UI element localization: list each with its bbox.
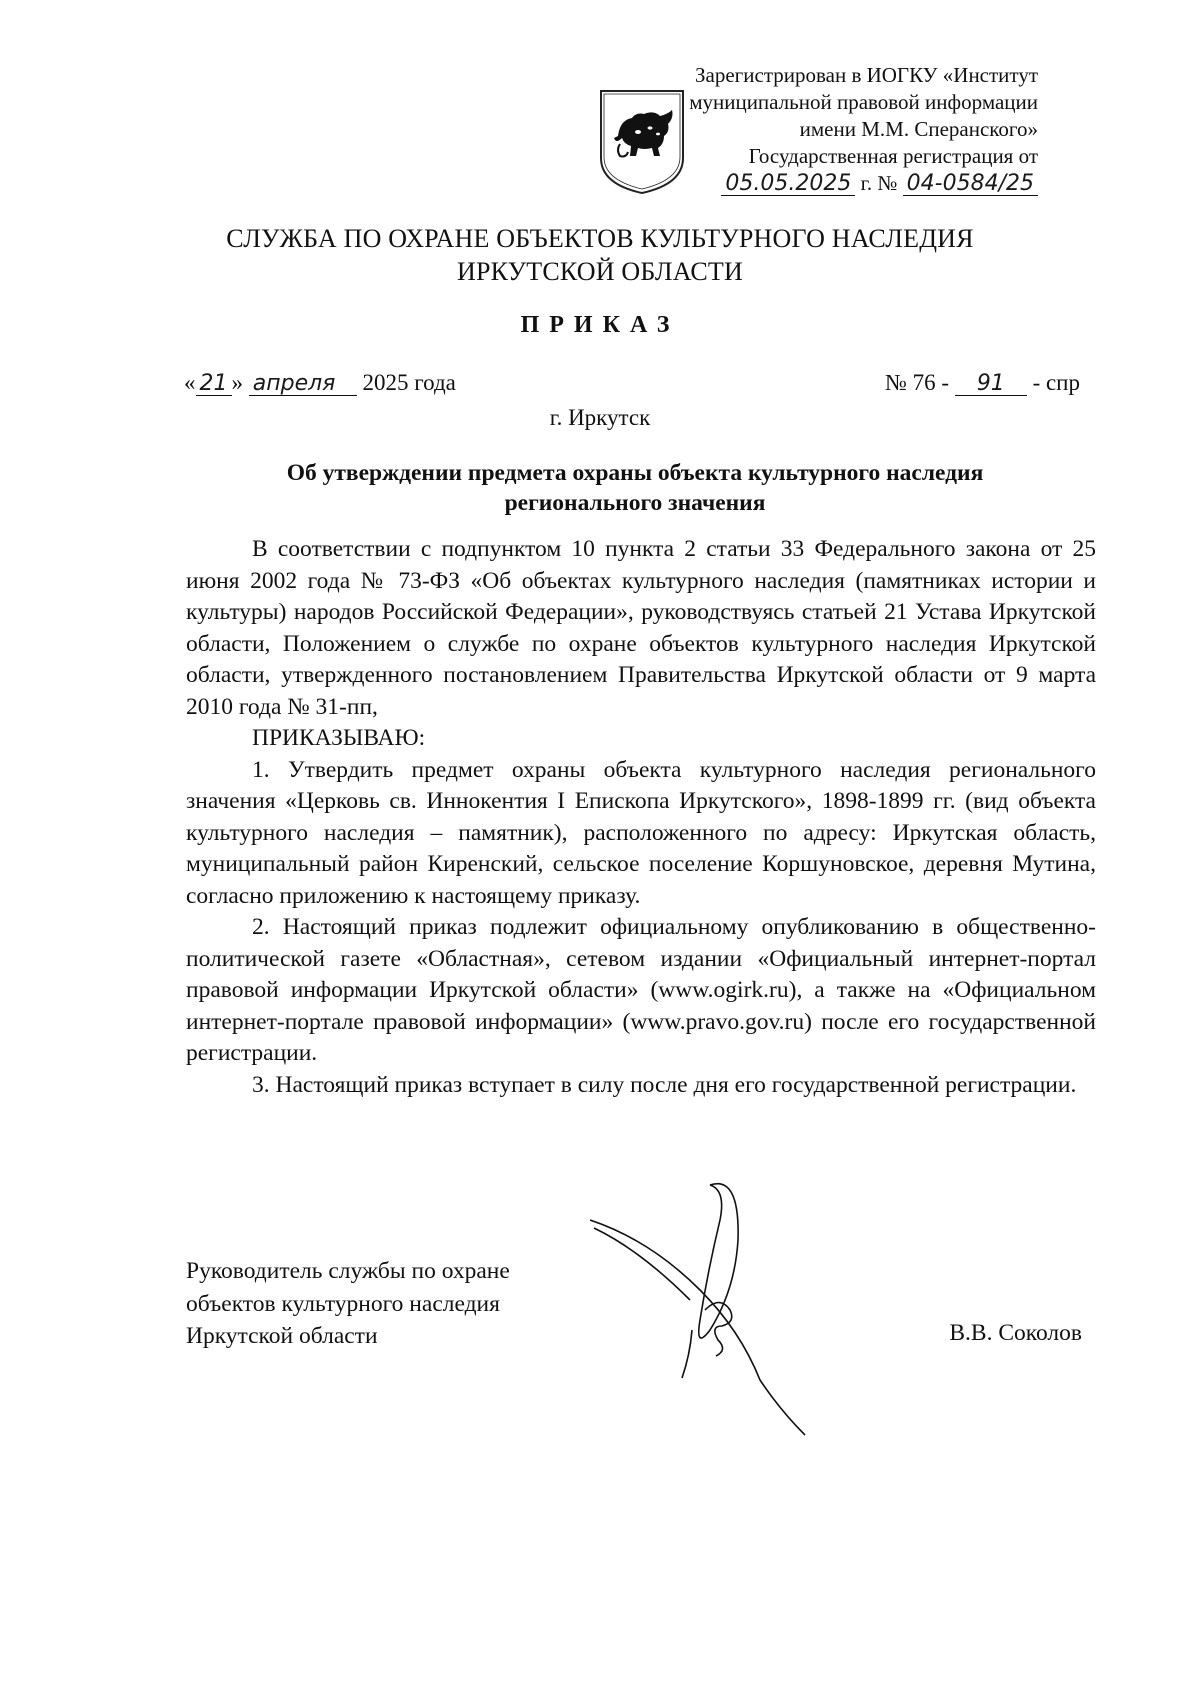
registration-date: 05.05.2025 [721, 173, 855, 196]
handwritten-signature [590, 1180, 880, 1440]
order-item: 1. Утвердить предмет охраны объекта культурного наследия регионального значения «Церковь св. Иннокентия I Епископа Иркутского», 1898-1899 гг. (вид объекта культурного наследия – памятник), расположенного по адресу: Иркутская область, муниципальный район Киренский, сельское поселение Коршуновское, деревня Мутина, согласно приложению к настоящему приказу. [186, 756, 1096, 909]
registration-number: 04-0584/25 [903, 173, 1038, 196]
position-line: Руководитель службы по охране [186, 1258, 510, 1284]
signatory-position [186, 1255, 510, 1353]
order-item: 3. Настоящий приказ вступает в силу после дня его государственной регистрации. [252, 1071, 1077, 1098]
organization-line: СЛУЖБА ПО ОХРАНЕ ОБЪЕКТОВ КУЛЬТУРНОГО НАСЛЕДИЯ [226, 224, 974, 253]
registration-number-label: г. № [860, 171, 898, 195]
quote-close: » [231, 370, 243, 395]
document-type: ПРИКАЗ [520, 312, 680, 338]
registration-line: муниципальной правовой информации [689, 90, 1038, 114]
order-subject [200, 458, 1070, 518]
position-line: объектов культурного наследия [186, 1290, 500, 1317]
order-day: 21 [196, 373, 232, 396]
signatory-name: В.В. Соколов [949, 1320, 1082, 1346]
position-line: Иркутской области [186, 1323, 378, 1349]
order-item: 2. Настоящий приказ подлежит официальному опубликованию в общественно-политической газете «Областная», сетевом издании «Официальный интернет-портал правовой информации Иркутской области» (www.ogirk.ru), а также на «Официальном интернет-портале правовой информации» (www.pravo.gov.ru) после его государственной регистрации. [186, 914, 1096, 1066]
order-number [885, 370, 1080, 396]
preamble-paragraph: В соответствии с подпунктом 10 пункта 2 статьи 33 Федерального закона от 25 июня 2002 года № 73-ФЗ «Об объектах культурного наследия (памятниках истории и культуры) народов Российской Федерации», руководствуясь статьей 21 Устава Иркутской области, Положением о службе по охране объектов культурного наследия Иркутской области, утвержденного постановлением Правительства Иркутской области от 9 марта 2010 года № 31-пп, [186, 536, 1096, 720]
order-number-suffix: - спр [1032, 370, 1080, 395]
order-city: г. Иркутск [549, 405, 651, 430]
order-number-prefix: № 76 - [884, 370, 950, 395]
organization-name [0, 222, 1200, 288]
quote-open: « [184, 370, 196, 395]
order-number-value: 91 [955, 373, 1027, 396]
subject-line: Об утверждении предмета охраны объекта культурного наследия [286, 460, 984, 486]
registration-line: Зарегистрирован в ИОГКУ «Институт [694, 63, 1038, 87]
registration-line: Государственная регистрация от [748, 144, 1038, 168]
coat-of-arms-icon [598, 88, 686, 196]
order-year: 2025 года [362, 370, 456, 395]
order-month: апреля [249, 373, 357, 396]
order-date [184, 370, 456, 396]
organization-line: ИРКУТСКОЙ ОБЛАСТИ [456, 257, 743, 286]
command-word: ПРИКАЗЫВАЮ: [252, 725, 426, 751]
order-body [186, 534, 1096, 1101]
registration-line: имени М.М. Сперанского» [799, 117, 1038, 141]
subject-line: регионального значения [504, 490, 766, 516]
